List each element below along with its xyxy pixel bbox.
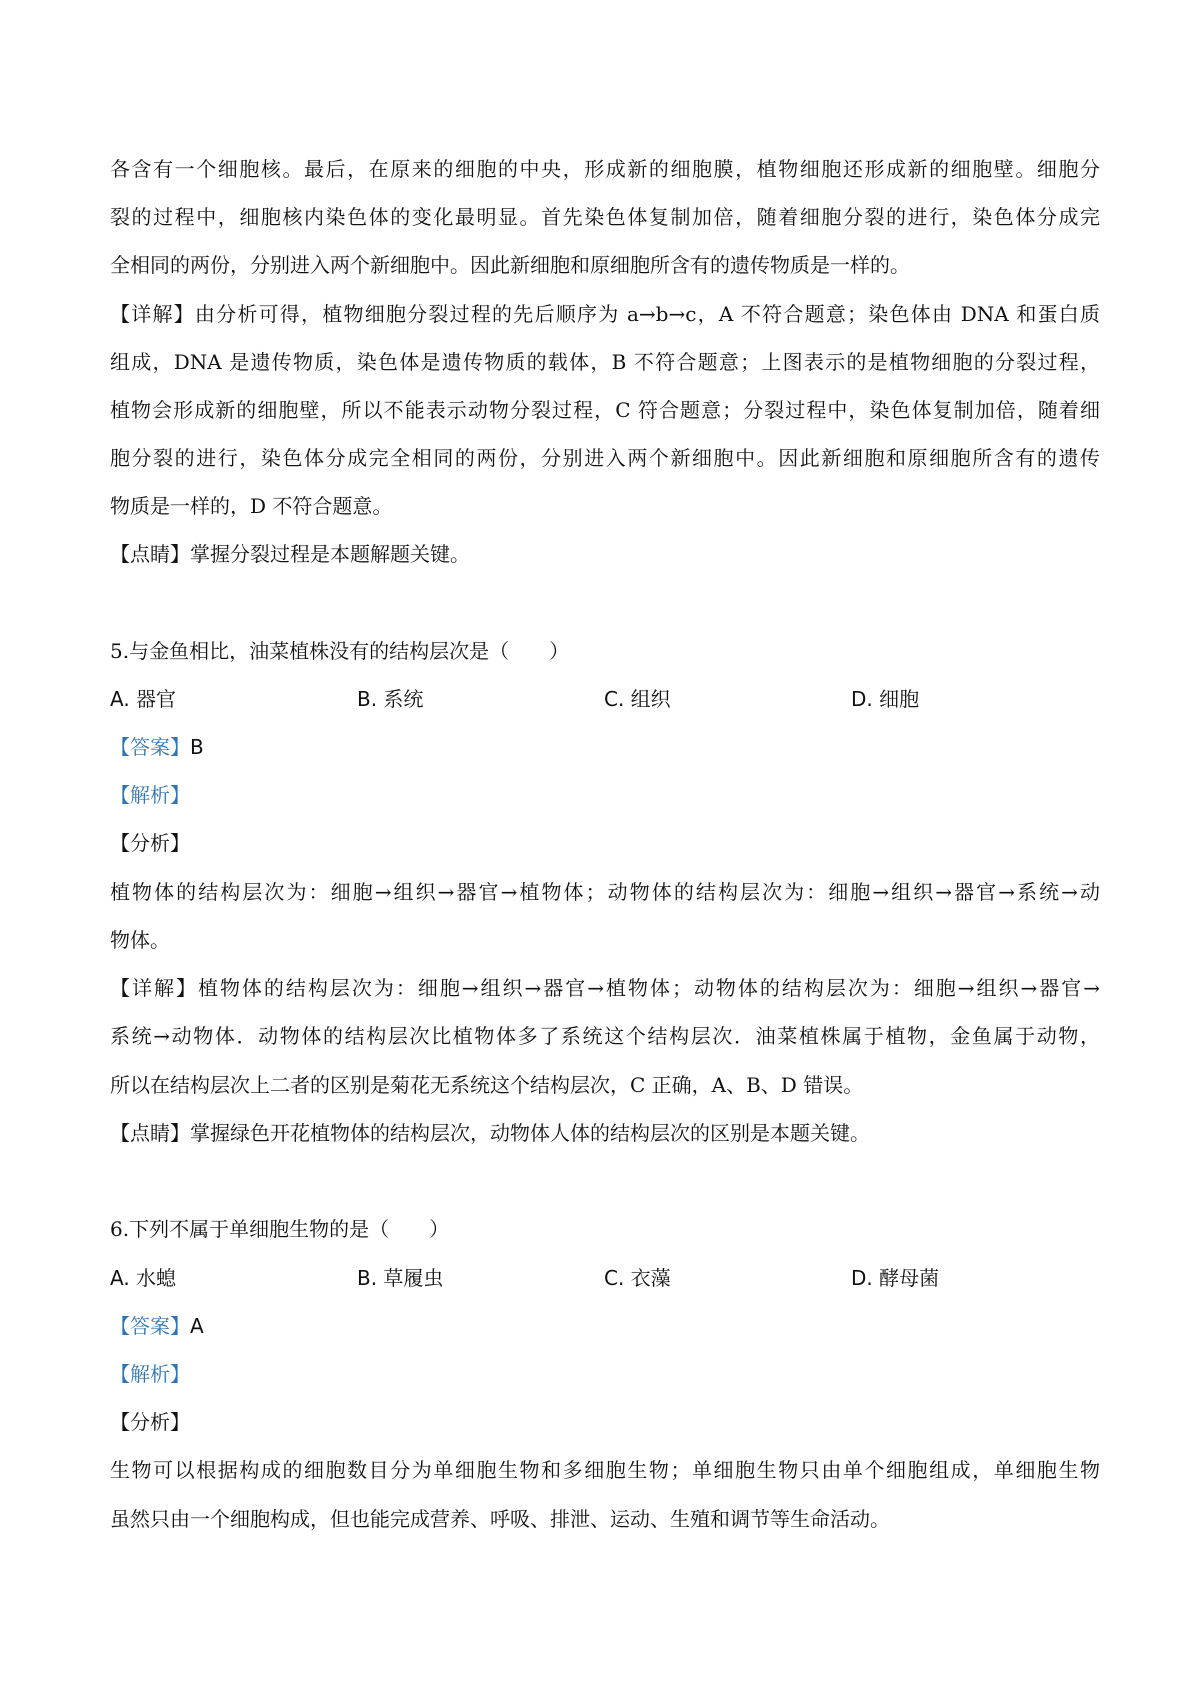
answer-label: 【答案】	[110, 735, 190, 759]
detail-line: 植物会形成新的细胞壁，所以不能表示动物分裂过程，C 符合题意；分裂过程中，染色体复制加倍，随着细	[110, 398, 1100, 422]
detail-line: 物质是一样的，D 不符合题意。	[110, 494, 393, 518]
q5-detail-line: 所以在结构层次上二者的区别是菊花无系统这个结构层次，C 正确，A、B、D 错误。	[110, 1073, 864, 1097]
q5-fenxi-label: 【分析】	[110, 831, 190, 855]
q5-analysis-label: 【解析】	[110, 783, 190, 807]
point-line: 【点睛】掌握分裂过程是本题解题关键。	[110, 542, 470, 566]
q6-option-b: B. 草履虫	[357, 1266, 444, 1290]
q5-fenxi-line: 植物体的结构层次为：细胞→组织→器官→植物体；动物体的结构层次为：细胞→组织→器官→系统→动	[110, 880, 1100, 904]
q6-analysis-label: 【解析】	[110, 1362, 190, 1386]
paragraph-line: 全相同的两份，分别进入两个新细胞中。因此新细胞和原细胞所含有的遗传物质是一样的。	[110, 253, 910, 277]
q5-detail-line: 【详解】植物体的结构层次为：细胞→组织→器官→植物体；动物体的结构层次为：细胞→组织→器官→	[110, 976, 1100, 1000]
paragraph-line: 裂的过程中，细胞核内染色体的变化最明显。首先染色体复制加倍，随着细胞分裂的进行，染色体分成完	[110, 205, 1100, 229]
question-5-stem: 5.与金鱼相比，油菜植株没有的结构层次是（ ）	[110, 639, 570, 663]
answer-value: B	[190, 735, 204, 759]
detail-line: 胞分裂的进行，染色体分成完全相同的两份，分别进入两个新细胞中。因此新细胞和原细胞所含有的遗传	[110, 446, 1100, 470]
q6-option-c: C. 衣藻	[604, 1266, 671, 1290]
q5-option-b: B. 系统	[357, 687, 424, 711]
detail-line: 组成，DNA 是遗传物质，染色体是遗传物质的载体，B 不符合题意；上图表示的是植物细胞的分裂过程，	[110, 350, 1100, 374]
q6-option-d: D. 酵母菌	[851, 1266, 940, 1290]
q6-answer	[110, 1313, 1100, 1339]
answer-value: A	[190, 1314, 204, 1338]
q6-fenxi-line: 虽然只由一个细胞构成，但也能完成营养、呼吸、排泄、运动、生殖和调节等生命活动。	[110, 1507, 890, 1531]
q6-option-a: A. 水螅	[110, 1266, 177, 1290]
q5-option-d: D. 细胞	[851, 687, 920, 711]
q5-point-line: 【点睛】掌握绿色开花植物体的结构层次，动物体人体的结构层次的区别是本题关键。	[110, 1121, 870, 1145]
q6-fenxi-label: 【分析】	[110, 1410, 190, 1434]
q5-option-c: C. 组织	[604, 687, 671, 711]
detail-line: 【详解】由分析可得，植物细胞分裂过程的先后顺序为 a→b→c，A 不符合题意；染色体由 DNA 和蛋白质	[110, 302, 1100, 326]
q6-fenxi-line: 生物可以根据构成的细胞数目分为单细胞生物和多细胞生物；单细胞生物只由单个细胞组成，单细胞生物	[110, 1458, 1100, 1482]
answer-label: 【答案】	[110, 1314, 190, 1338]
q5-answer	[110, 734, 1100, 760]
q5-fenxi-line: 物体。	[110, 928, 170, 952]
q5-option-a: A. 器官	[110, 687, 177, 711]
question-6-stem: 6.下列不属于单细胞生物的是（ ）	[110, 1217, 450, 1241]
q5-detail-line: 系统→动物体．动物体的结构层次比植物体多了系统这个结构层次．油菜植株属于植物，金鱼属于动物，	[110, 1024, 1100, 1048]
paragraph-line: 各含有一个细胞核。最后，在原来的细胞的中央，形成新的细胞膜，植物细胞还形成新的细胞壁。细胞分	[110, 157, 1100, 181]
